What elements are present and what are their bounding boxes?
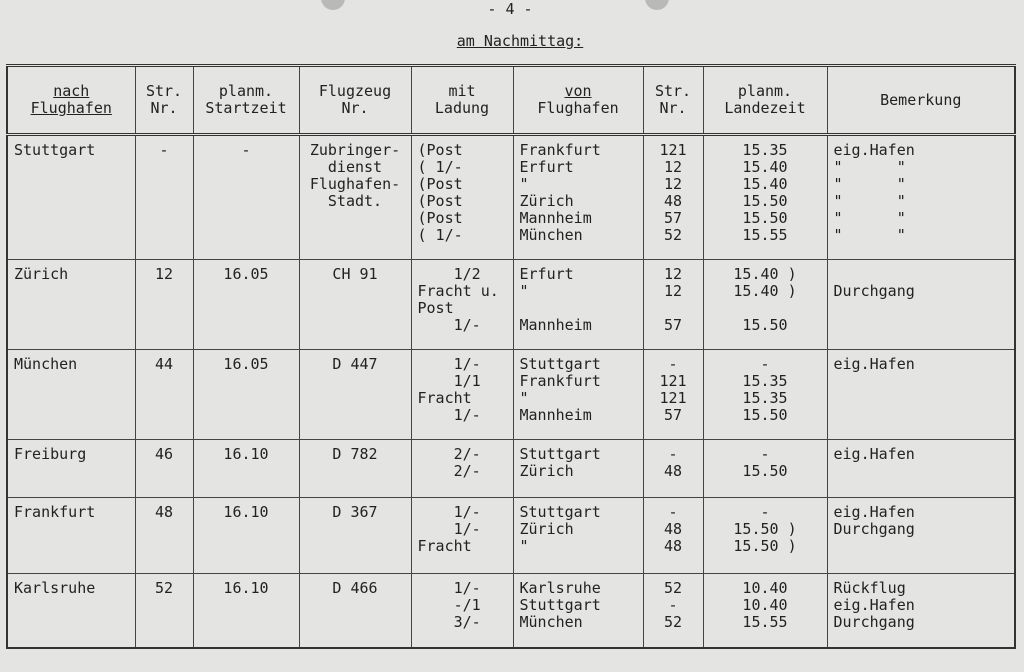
cell-bemerkung-line: eig.Hafen xyxy=(833,141,915,159)
cell-bemerkung xyxy=(827,440,1015,498)
cell-von-line: München xyxy=(519,613,583,631)
cell-ladung-line: Fracht xyxy=(417,389,472,407)
col-bemerkung: Bemerkung xyxy=(827,66,1015,135)
cell-flugzeug-line: CH 91 xyxy=(332,265,378,283)
cell-von-line: Mannheim xyxy=(519,316,592,334)
table-row xyxy=(7,574,1015,648)
cell-landezeit-line: - xyxy=(760,445,770,463)
col-startzeit: planm. Startzeit xyxy=(193,66,299,135)
cell-str2 xyxy=(643,135,703,260)
cell-str2-line: 121 xyxy=(659,141,687,159)
cell-ladung-line: 2/- xyxy=(417,445,481,463)
cell-von-line: Stuttgart xyxy=(519,503,601,521)
cell-landezeit xyxy=(703,440,827,498)
cell-bemerkung-line: eig.Hafen xyxy=(833,445,915,463)
cell-str2-line: 48 xyxy=(663,192,683,210)
col-nach-flughafen: nach Flughafen xyxy=(7,66,135,135)
cell-startzeit: 16.10 xyxy=(193,574,299,648)
cell-bemerkung xyxy=(827,574,1015,648)
cell-landezeit-line: 15.40 ) xyxy=(733,265,797,283)
cell-landezeit-line: 15.35 xyxy=(742,372,788,390)
cell-bemerkung-line: Durchgang xyxy=(833,613,915,631)
col-str-nr-2: Str. Nr. xyxy=(643,66,703,135)
cell-landezeit-line: 10.40 xyxy=(742,596,788,614)
cell-str2-line: 52 xyxy=(663,613,683,631)
cell-bemerkung xyxy=(827,350,1015,440)
cell-str: 52 xyxy=(135,574,193,648)
cell-von xyxy=(513,350,643,440)
cell-von-line: Erfurt xyxy=(519,158,574,176)
cell-von-line: Stuttgart xyxy=(519,445,601,463)
cell-landezeit-line: - xyxy=(760,355,770,373)
cell-von-line: Mannheim xyxy=(519,406,592,424)
cell-bemerkung-line: Rückflug xyxy=(833,579,906,597)
cell-ladung-line: 1/- xyxy=(417,520,481,538)
cell-flugzeug-line: D 466 xyxy=(332,579,378,597)
cell-landezeit-line: 10.40 xyxy=(742,579,788,597)
table-row xyxy=(7,498,1015,574)
cell-flugzeug xyxy=(299,260,411,350)
cell-flugzeug-line: Stadt. xyxy=(327,192,383,210)
cell-str2-line: 12 xyxy=(663,265,683,283)
cell-str2-line: 57 xyxy=(663,209,683,227)
cell-bemerkung-line: " " xyxy=(833,226,906,244)
cell-str2-line: 48 xyxy=(663,462,683,480)
cell-ladung-line: (Post xyxy=(417,175,463,193)
col-str-nr: Str. Nr. xyxy=(135,66,193,135)
cell-landezeit-line: 15.50 xyxy=(742,209,788,227)
cell-str2 xyxy=(643,574,703,648)
table-row xyxy=(7,260,1015,350)
cell-bemerkung xyxy=(827,135,1015,260)
cell-ladung-line: 1/- xyxy=(417,503,481,521)
cell-str: 44 xyxy=(135,350,193,440)
cell-ladung-line: 1/- xyxy=(417,579,481,597)
cell-landezeit-line: 15.50 xyxy=(742,192,788,210)
table-row xyxy=(7,135,1015,260)
cell-ladung-line: Post xyxy=(417,299,454,317)
cell-landezeit-line: 15.40 ) xyxy=(733,282,797,300)
cell-landezeit xyxy=(703,574,827,648)
cell-landezeit xyxy=(703,498,827,574)
cell-str2-line: 57 xyxy=(663,406,683,424)
cell-str2 xyxy=(643,498,703,574)
cell-flugzeug-line: D 447 xyxy=(332,355,378,373)
cell-str2-line: 12 xyxy=(663,158,683,176)
cell-flugzeug-line: D 367 xyxy=(332,503,378,521)
cell-str2-line xyxy=(650,300,697,317)
cell-str2-line: 48 xyxy=(663,537,683,555)
cell-nach: Freiburg xyxy=(7,440,135,498)
cell-str2-line: - xyxy=(668,355,678,373)
cell-landezeit-line: 15.50 xyxy=(742,316,788,334)
col-von-flughafen: von Flughafen xyxy=(513,66,643,135)
cell-str2-line: 121 xyxy=(659,372,687,390)
cell-von-line: " xyxy=(519,282,529,300)
cell-ladung-line: 1/- xyxy=(417,355,481,373)
cell-str: - xyxy=(135,135,193,260)
cell-startzeit: 16.05 xyxy=(193,260,299,350)
cell-ladung xyxy=(411,574,513,648)
cell-landezeit-line: 15.50 xyxy=(742,462,788,480)
cell-von-line: Zürich xyxy=(519,520,574,538)
cell-ladung xyxy=(411,498,513,574)
cell-flugzeug xyxy=(299,350,411,440)
cell-von-line: Mannheim xyxy=(519,209,592,227)
cell-bemerkung-line: eig.Hafen xyxy=(833,503,915,521)
cell-bemerkung-line xyxy=(834,300,1009,317)
cell-nach: Karlsruhe xyxy=(7,574,135,648)
cell-von-line: Frankfurt xyxy=(519,372,601,390)
cell-von-line: Stuttgart xyxy=(519,596,601,614)
cell-bemerkung-line xyxy=(834,407,1009,424)
cell-str2 xyxy=(643,440,703,498)
col-ladung: mit Ladung xyxy=(411,66,513,135)
cell-landezeit-line: 15.55 xyxy=(742,613,788,631)
col-landezeit: planm. Landezeit xyxy=(703,66,827,135)
cell-von-line: Stuttgart xyxy=(519,355,601,373)
cell-ladung-line: 1/1 xyxy=(417,372,481,390)
cell-ladung-line: ( 1/- xyxy=(417,226,463,244)
cell-flugzeug xyxy=(299,498,411,574)
cell-landezeit xyxy=(703,135,827,260)
cell-ladung-line: 2/- xyxy=(417,462,481,480)
cell-str2 xyxy=(643,260,703,350)
header-row xyxy=(7,66,1015,135)
cell-nach: Frankfurt xyxy=(7,498,135,574)
cell-bemerkung-line: eig.Hafen xyxy=(833,355,915,373)
cell-von xyxy=(513,260,643,350)
cell-landezeit xyxy=(703,350,827,440)
col-flugzeug: Flugzeug Nr. xyxy=(299,66,411,135)
cell-von-line: Erfurt xyxy=(519,265,574,283)
cell-str2-line: 121 xyxy=(659,389,687,407)
cell-flugzeug-line: dienst xyxy=(327,158,383,176)
cell-nach: Zürich xyxy=(7,260,135,350)
cell-bemerkung-line: " " xyxy=(833,175,906,193)
cell-ladung xyxy=(411,260,513,350)
cell-str2-line: - xyxy=(668,503,678,521)
punch-hole-left xyxy=(321,0,345,10)
cell-str2-line: 48 xyxy=(663,520,683,538)
cell-bemerkung-line: Durchgang xyxy=(833,520,915,538)
cell-bemerkung-line xyxy=(834,373,1009,390)
cell-str2-line: - xyxy=(668,445,678,463)
cell-str2-line: 12 xyxy=(663,175,683,193)
cell-landezeit-line: 15.50 xyxy=(742,406,788,424)
cell-landezeit-line: 15.40 xyxy=(742,158,788,176)
cell-ladung-line: 1/2 xyxy=(417,265,481,283)
cell-bemerkung-line xyxy=(834,538,1009,555)
flight-schedule-table xyxy=(6,64,1016,649)
cell-str2-line: 52 xyxy=(663,226,683,244)
cell-landezeit-line: 15.50 ) xyxy=(733,537,797,555)
cell-bemerkung xyxy=(827,260,1015,350)
cell-bemerkung-line xyxy=(834,390,1009,407)
cell-flugzeug-line: Flughafen- xyxy=(309,175,401,193)
cell-str2 xyxy=(643,350,703,440)
cell-nach: München xyxy=(7,350,135,440)
cell-str2-line: 12 xyxy=(663,282,683,300)
table-row xyxy=(7,440,1015,498)
cell-von xyxy=(513,440,643,498)
cell-ladung xyxy=(411,135,513,260)
cell-startzeit: 16.10 xyxy=(193,498,299,574)
cell-str2-line: 52 xyxy=(663,579,683,597)
cell-bemerkung-line xyxy=(834,317,1009,334)
cell-flugzeug-line: D 782 xyxy=(332,445,378,463)
cell-ladung-line: (Post xyxy=(417,209,463,227)
cell-nach: Stuttgart xyxy=(7,135,135,260)
cell-ladung-line: ( 1/- xyxy=(417,158,463,176)
cell-startzeit: - xyxy=(193,135,299,260)
cell-str2-line: 57 xyxy=(663,316,683,334)
cell-ladung xyxy=(411,440,513,498)
cell-bemerkung-line: Durchgang xyxy=(833,282,915,300)
cell-landezeit-line xyxy=(710,300,821,317)
section-heading: am Nachmittag: xyxy=(456,32,584,50)
cell-von-line: Zürich xyxy=(519,192,574,210)
cell-bemerkung-line: " " xyxy=(833,158,906,176)
cell-str2-line: - xyxy=(668,596,678,614)
cell-landezeit-line: 15.50 ) xyxy=(733,520,797,538)
cell-startzeit: 16.10 xyxy=(193,440,299,498)
cell-bemerkung-line: " " xyxy=(833,192,906,210)
cell-ladung-line: 1/- xyxy=(417,316,481,334)
cell-ladung-line: Fracht xyxy=(417,537,472,555)
cell-landezeit-line: - xyxy=(760,503,770,521)
cell-ladung xyxy=(411,350,513,440)
cell-flugzeug-line: Zubringer- xyxy=(309,141,401,159)
cell-von-line: München xyxy=(519,226,583,244)
cell-flugzeug xyxy=(299,574,411,648)
cell-landezeit-line: 15.40 xyxy=(742,175,788,193)
cell-landezeit xyxy=(703,260,827,350)
cell-ladung-line: 1/- xyxy=(417,406,481,424)
cell-ladung-line: -/1 xyxy=(417,596,481,614)
cell-landezeit-line: 15.35 xyxy=(742,141,788,159)
cell-ladung-line: (Post xyxy=(417,141,463,159)
cell-von xyxy=(513,498,643,574)
cell-ladung-line: 3/- xyxy=(417,613,481,631)
cell-von-line: Karlsruhe xyxy=(519,579,601,597)
cell-ladung-line: (Post xyxy=(417,192,463,210)
table-row xyxy=(7,350,1015,440)
page-number: - 4 - xyxy=(487,0,533,18)
cell-von-line: " xyxy=(519,537,529,555)
cell-von-line: Frankfurt xyxy=(519,141,601,159)
cell-von xyxy=(513,574,643,648)
cell-von-line: Zürich xyxy=(519,462,574,480)
cell-von-line xyxy=(520,300,637,317)
cell-von-line: " xyxy=(519,389,529,407)
cell-landezeit-line: 15.35 xyxy=(742,389,788,407)
cell-bemerkung-line: eig.Hafen xyxy=(833,596,915,614)
cell-startzeit: 16.05 xyxy=(193,350,299,440)
punch-hole-right xyxy=(645,0,669,10)
cell-flugzeug xyxy=(299,440,411,498)
cell-ladung-line: Fracht u. xyxy=(417,282,499,300)
cell-bemerkung-line: " " xyxy=(833,209,906,227)
cell-str: 12 xyxy=(135,260,193,350)
cell-str: 46 xyxy=(135,440,193,498)
cell-bemerkung xyxy=(827,498,1015,574)
cell-landezeit-line: 15.55 xyxy=(742,226,788,244)
cell-flugzeug xyxy=(299,135,411,260)
cell-str: 48 xyxy=(135,498,193,574)
cell-bemerkung-line xyxy=(834,463,1009,480)
cell-von xyxy=(513,135,643,260)
cell-von-line: " xyxy=(519,175,529,193)
cell-bemerkung-line xyxy=(834,266,1009,283)
